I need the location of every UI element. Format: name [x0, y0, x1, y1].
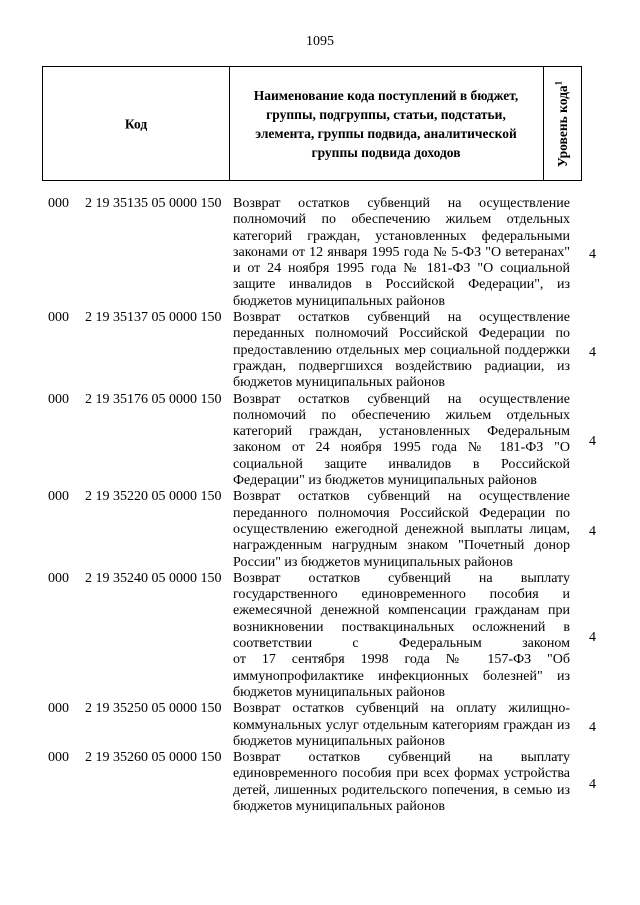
row-description-line: иммунопрофилактике инфекционных болезней" из: [233, 668, 570, 684]
row-description-line: законом от 24 ноября 1995 года № 181-ФЗ "О: [233, 440, 570, 456]
row-description-line: полномочий по обеспечению жильем отдельных: [233, 212, 570, 228]
row-description: [233, 196, 570, 310]
header-level-label: [553, 80, 571, 166]
row-description-line: Возврат остатков субвенций на оплату жилищно-: [233, 701, 570, 717]
row-admin-code: 000: [48, 391, 69, 407]
row-description-line: Возврат остатков субвенций на осуществление: [233, 196, 570, 211]
row-description-line: детей, лишенных родительского попечения, в семью из: [233, 782, 570, 798]
row-description-line: категорий граждан, установленных Федеральным: [233, 424, 570, 440]
row-description: [233, 701, 570, 750]
row-description-line: Возврат остатков субвенций на выплату: [233, 570, 570, 586]
row-revenue-code: 2 19 35135 05 0000 150: [85, 196, 222, 211]
row-description-line: бюджетов муниципальных районов: [233, 799, 445, 815]
row-description-line: граждан, подвергшихся воздействию радиации, из: [233, 358, 570, 374]
row-level: 4: [589, 524, 596, 540]
row-description-line: соответствии с Федеральным законом: [233, 636, 570, 652]
row-description-line: переданных полномочий Российской Федерации по: [233, 326, 570, 342]
row-admin-code: 000: [48, 196, 69, 211]
row-description-line: Возврат остатков субвенций на осуществление: [233, 391, 570, 407]
row-revenue-code: 2 19 35137 05 0000 150: [85, 310, 222, 326]
row-description: [233, 310, 570, 391]
row-admin-code: 000: [48, 489, 69, 505]
row-description-line: предоставлению отдельных мер социальной поддержки: [233, 342, 570, 358]
header-code-label: Код: [124, 116, 148, 131]
row-admin-code: 000: [48, 750, 69, 766]
row-description-line: бюджетов муниципальных районов: [233, 733, 445, 749]
row-description-line: награжденным нагрудным знаком "Почетный донор: [233, 538, 570, 554]
row-description-line: возникновении поствакцинальных осложнений в: [233, 619, 570, 635]
page-number: 1095: [306, 34, 334, 49]
row-description-line: Возврат остатков субвенций на осуществление: [233, 310, 570, 326]
row-level: 4: [589, 344, 596, 360]
row-description-line: единовременного пособия при всех формах устройства: [233, 766, 570, 782]
row-description: [233, 489, 570, 570]
row-description-line: коммунальных услуг отдельным категориям граждан из: [233, 717, 570, 733]
row-description: [233, 750, 570, 815]
row-description-line: России" из бюджетов муниципальных районов: [233, 554, 513, 570]
row-level: 4: [589, 434, 596, 450]
row-level: 4: [589, 630, 596, 646]
row-description-line: Федерации" из бюджетов муниципальных районов: [233, 473, 537, 489]
row-level: 4: [589, 719, 596, 735]
row-description: [233, 392, 570, 490]
row-level: 4: [589, 247, 596, 263]
header-level-footnote: 1: [553, 80, 564, 85]
table-header: [42, 66, 582, 181]
row-description-line: переданного полномочия Российской Федерации по: [233, 505, 570, 521]
header-level-text: Уровень кода: [554, 84, 570, 167]
row-description-line: категорий граждан, установленных федеральными: [233, 228, 570, 244]
row-revenue-code: 2 19 35240 05 0000 150: [85, 570, 222, 586]
row-description-line: государственного единовременного пособия и: [233, 587, 570, 603]
row-description-line: полномочий по обеспечению жильем отдельных: [233, 407, 570, 423]
row-description-line: и от 24 ноября 1995 года № 181-ФЗ "О социальной: [233, 261, 570, 277]
row-admin-code: 000: [48, 701, 69, 717]
row-revenue-code: 2 19 35260 05 0000 150: [85, 750, 222, 766]
row-admin-code: 000: [48, 310, 69, 326]
row-description-line: Возврат остатков субвенций на осуществление: [233, 489, 570, 505]
header-name-label: Наименование кода поступлений в бюджет, группы, подгруппы, статьи, подстатьи, элемента, группы подвида, аналитической группы подвида доходов: [253, 87, 519, 160]
row-level: 4: [589, 776, 596, 792]
header-name-cell: [229, 67, 544, 180]
row-admin-code: 000: [48, 570, 69, 586]
row-description-line: защите инвалидов в Российской Федерации", из: [233, 277, 570, 293]
row-description-line: бюджетов муниципальных районов: [233, 684, 445, 700]
row-description-line: от 17 сентября 1998 года № 157-ФЗ "Об: [233, 652, 570, 668]
row-description-line: ежемесячной денежной компенсации гражданам при: [233, 603, 570, 619]
header-level-cell: [543, 67, 581, 180]
header-code-cell: [43, 67, 230, 180]
row-description: [233, 571, 570, 701]
row-revenue-code: 2 19 35220 05 0000 150: [85, 489, 222, 505]
row-description-line: бюджетов муниципальных районов: [233, 293, 445, 309]
row-description-line: осуществлению ежегодной денежной выплаты лицам,: [233, 521, 570, 537]
row-description-line: Возврат остатков субвенций на выплату: [233, 750, 570, 766]
row-revenue-code: 2 19 35176 05 0000 150: [85, 391, 222, 407]
row-description-line: законами от 12 января 1995 года № 5-ФЗ "О ветеранах": [233, 244, 570, 260]
row-description-line: бюджетов муниципальных районов: [233, 375, 445, 391]
row-revenue-code: 2 19 35250 05 0000 150: [85, 701, 222, 717]
row-description-line: социальной защите инвалидов в Российской: [233, 456, 570, 472]
